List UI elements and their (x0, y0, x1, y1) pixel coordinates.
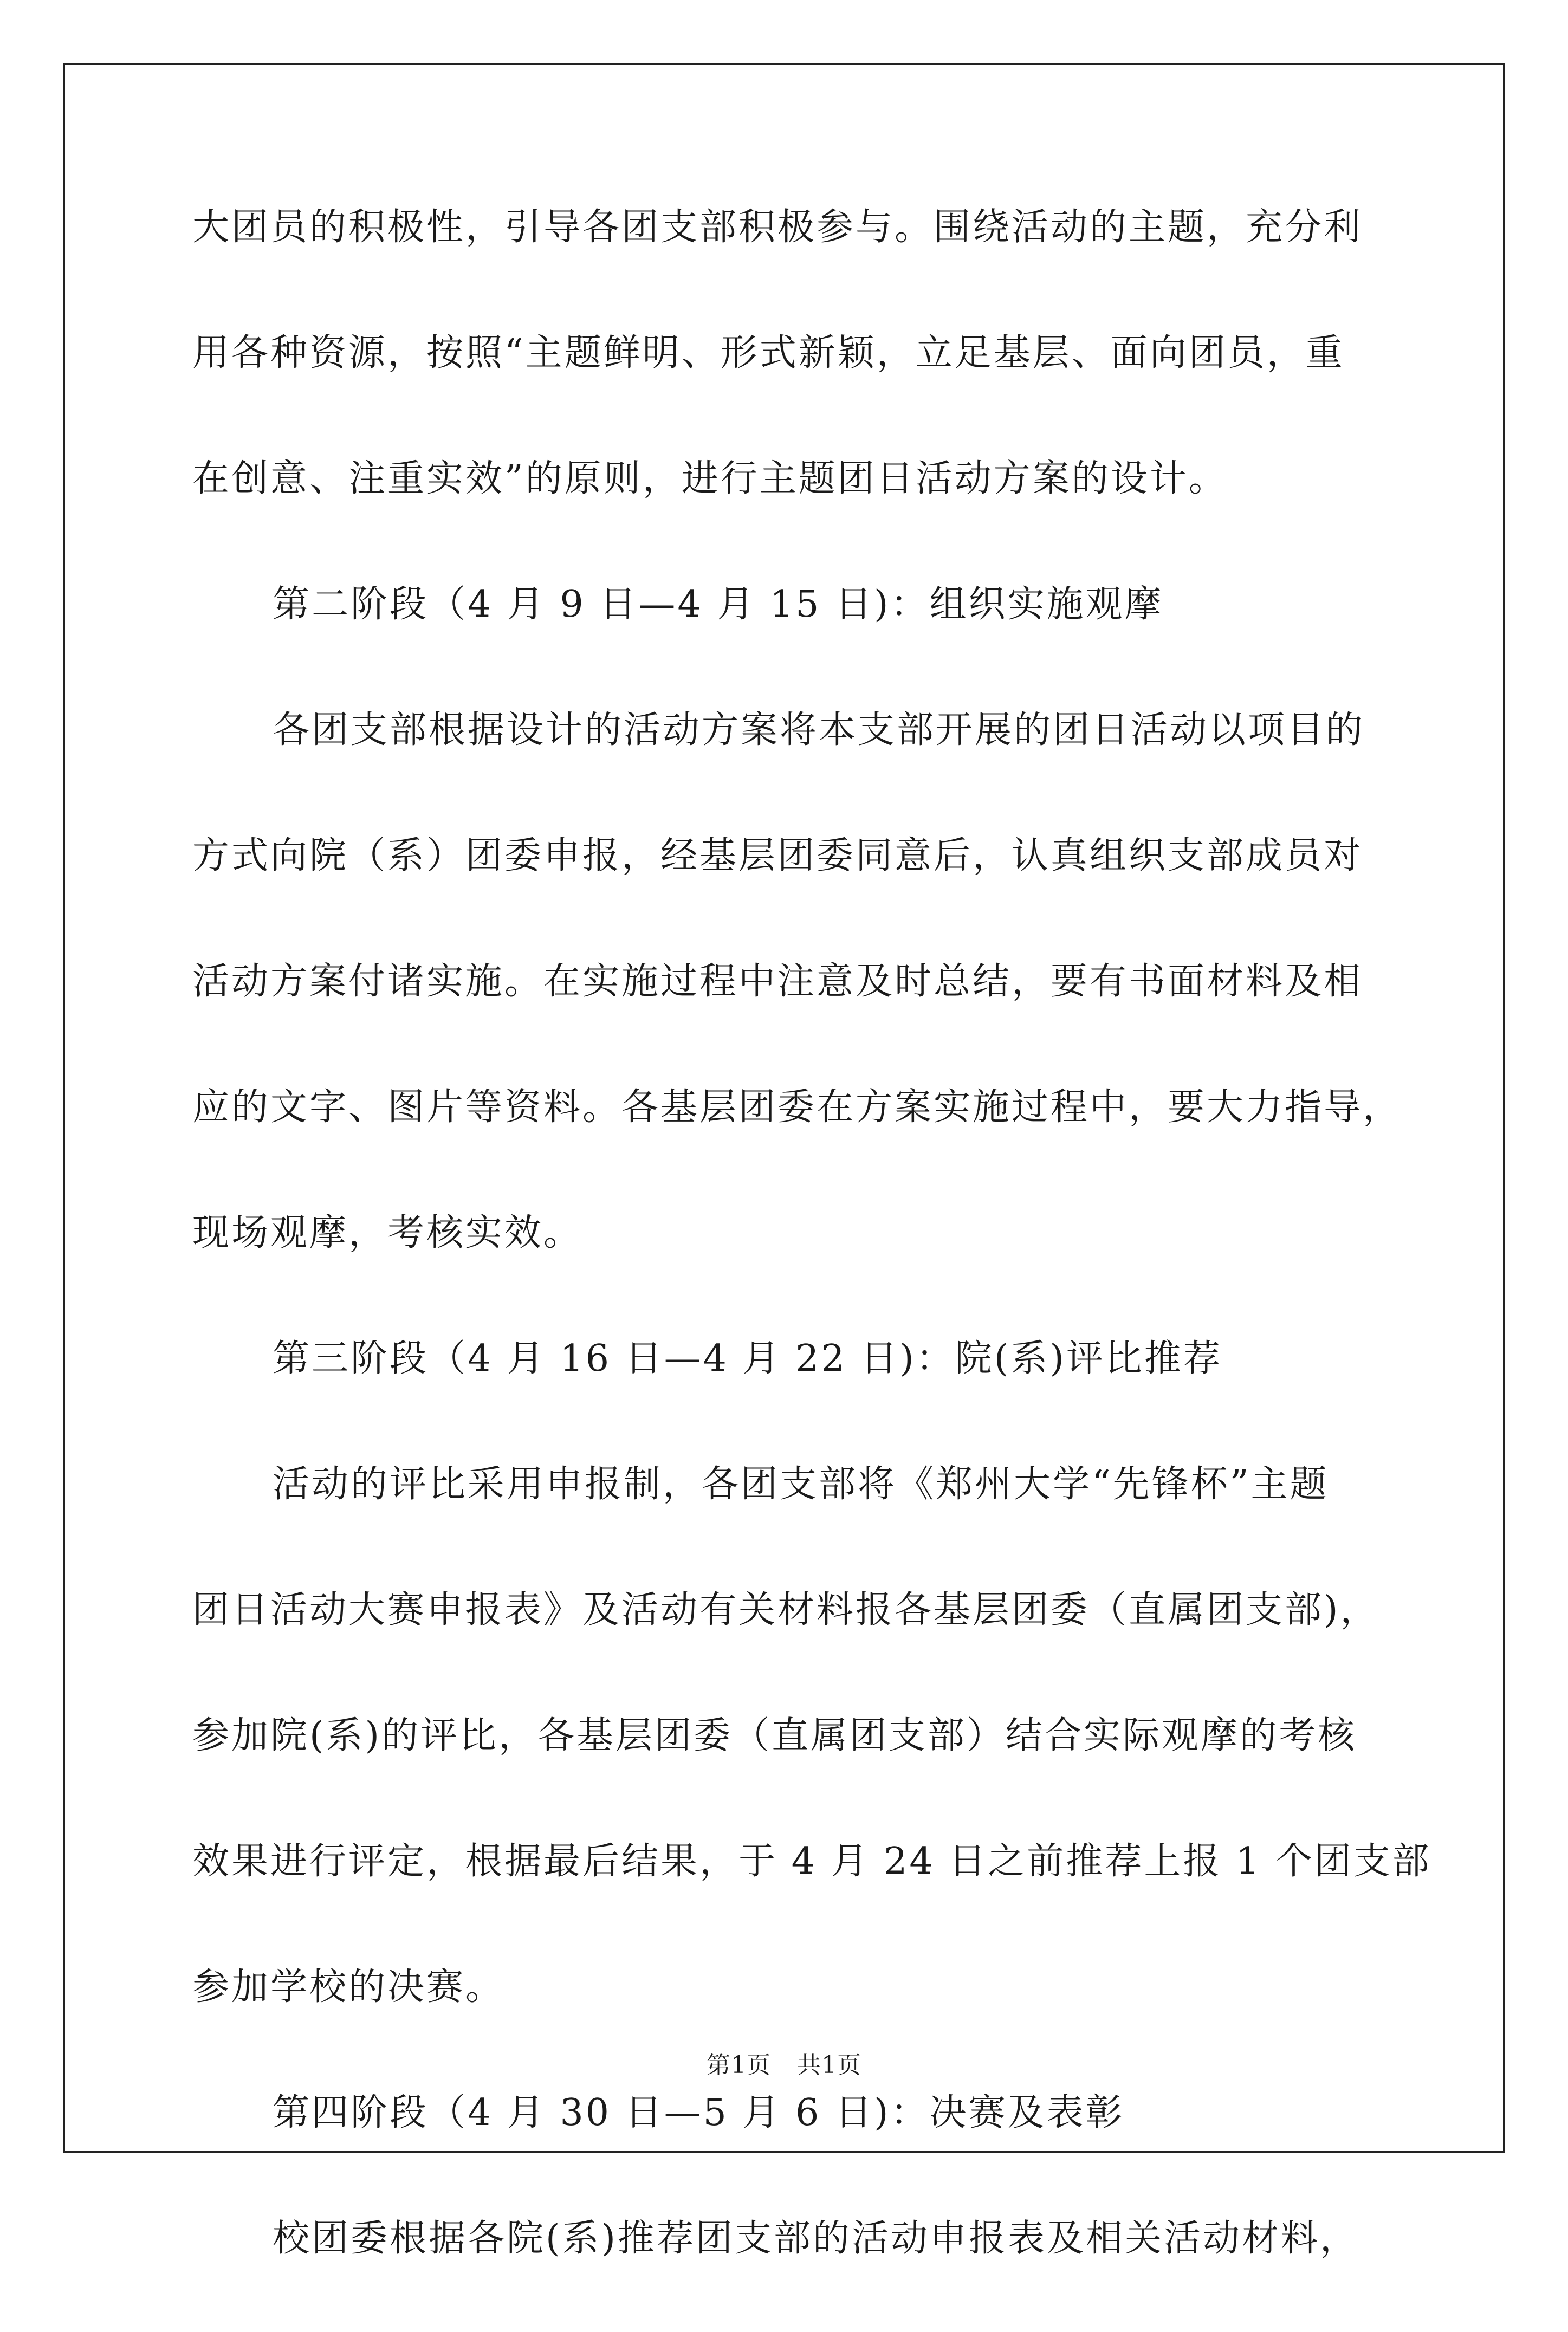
text-line: 应的文字、图片等资料。各基层团委在方案实施过程中，要大力指导， (192, 1086, 1402, 1129)
text-line: 方式向院（系）团委申报，经基层团委同意后，认真组织支部成员对 (192, 834, 1363, 877)
text-line: 团日活动大赛申报表》及活动有关材料报各基层团委（直属团支部)， (192, 1589, 1379, 1631)
text-line: 活动的评比采用申报制，各团支部将《郑州大学“先锋杯”主题 (273, 1463, 1329, 1506)
page-footer (0, 2045, 1568, 2080)
text-line: 现场观摩，考核实效。 (192, 1212, 583, 1254)
page-number-current: 第1页 (707, 2051, 771, 2079)
text-line: 各团支部根据设计的活动方案将本支部开展的团日活动以项目的 (273, 709, 1365, 752)
text-line: 用各种资源，按照“主题鲜明、形式新颖，立足基层、面向团员，重 (192, 332, 1345, 374)
text-line: 活动方案付诸实施。在实施过程中注意及时总结，要有书面材料及相 (192, 960, 1363, 1003)
text-line: 参加院(系)的评比，各基层团委（直属团支部）结合实际观摩的考核 (192, 1714, 1357, 1757)
page-number-total: 共1页 (797, 2051, 861, 2079)
text-line: 大团员的积极性，引导各团支部积极参与。围绕活动的主题，充分利 (192, 206, 1363, 249)
section-heading: 第二阶段（4 月 9 日—4 月 15 日)：组织实施观摩 (273, 583, 1164, 626)
text-line: 校团委根据各院(系)推荐团支部的活动申报表及相关活动材料， (273, 2217, 1359, 2260)
text-line: 效果进行评定，根据最后结果，于 4 月 24 日之前推荐上报 1 个团支部 (192, 1840, 1431, 1883)
document-body (192, 195, 1431, 2332)
text-line: 参加学校的决赛。 (192, 1966, 505, 2009)
text-line: 在创意、注重实效”的原则，进行主题团日活动方案的设计。 (192, 457, 1228, 500)
section-heading: 第四阶段（4 月 30 日—5 月 6 日)：决赛及表彰 (273, 2091, 1125, 2134)
section-heading: 第三阶段（4 月 16 日—4 月 22 日)：院(系)评比推荐 (273, 1337, 1222, 1380)
